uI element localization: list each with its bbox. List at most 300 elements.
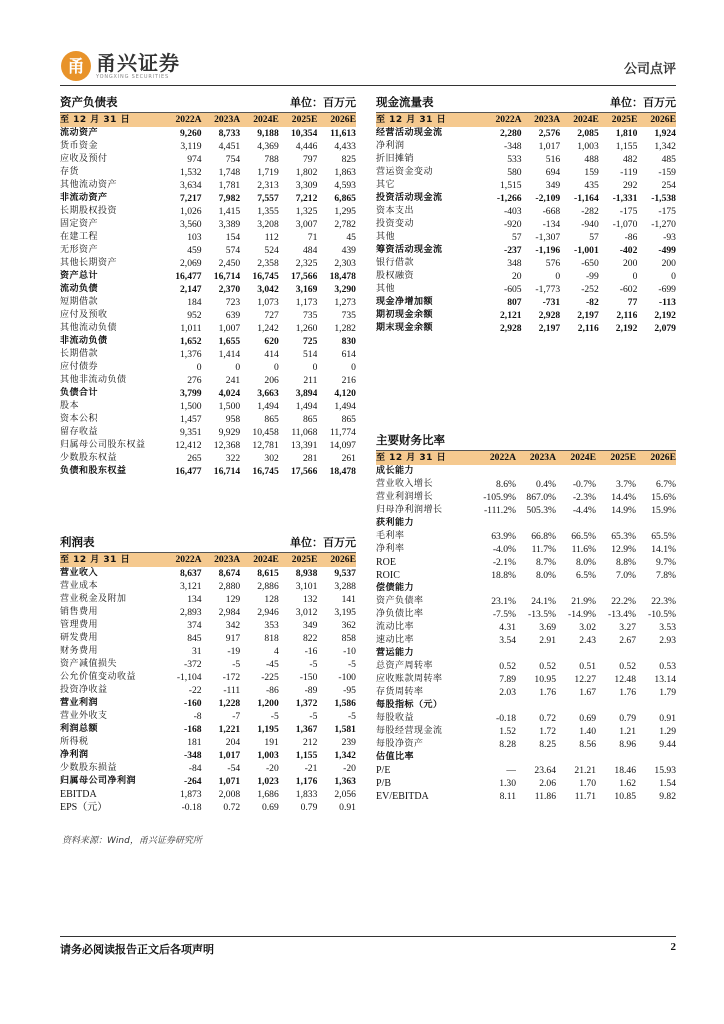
cell-value: -348 (504, 141, 522, 152)
row-label: 在建工程 (60, 232, 99, 242)
cell-value: 4 (273, 646, 279, 657)
cell-value: 807 (507, 297, 522, 308)
table-row (376, 322, 676, 335)
cell-value: 1,355 (257, 206, 279, 217)
cell-value: 7.8% (656, 570, 676, 581)
cell-value: 276 (187, 375, 202, 386)
cell-value (516, 699, 556, 712)
cell-value: 103 (187, 232, 202, 243)
cell-value: 342 (225, 620, 241, 631)
cell-value: 16,714 (213, 271, 241, 282)
cell-value: 181 (187, 737, 202, 748)
cell-value: 241 (225, 375, 241, 386)
section-header-row (376, 751, 676, 764)
cell-value: 2,280 (500, 128, 522, 139)
cell-value: 2,197 (577, 310, 599, 321)
cell-value: 16,477 (175, 271, 202, 282)
cell-value: 15.93 (654, 765, 676, 776)
table-row (376, 192, 676, 205)
cell-value: 8.0% (576, 557, 596, 568)
cell-value: -225 (261, 672, 279, 683)
cell-value (516, 751, 556, 764)
balance-sheet-unit: 单位：百万元 (290, 96, 356, 109)
cell-value: 1,260 (295, 323, 318, 334)
cell-value: 1.21 (619, 726, 636, 737)
cell-value: -5 (347, 711, 356, 722)
row-label: 股权融资 (376, 271, 415, 281)
cell-value (476, 582, 516, 595)
column-header-year: 2026E (330, 554, 356, 565)
table-row (60, 426, 356, 439)
table-row (376, 621, 676, 634)
table-row (60, 335, 356, 348)
cell-value: 1,652 (180, 336, 202, 347)
cell-value: 0.91 (339, 802, 356, 813)
table-row (60, 270, 356, 283)
cell-value: 2,928 (538, 310, 561, 321)
cell-value: 21.9% (571, 596, 596, 607)
cell-value (596, 647, 636, 660)
table-row (60, 140, 356, 153)
row-label: 总资产周转率 (376, 661, 434, 671)
cell-value: -54 (227, 763, 241, 774)
cell-value: -22 (188, 685, 202, 696)
row-label: 负债合计 (60, 388, 99, 398)
cell-value (476, 517, 516, 530)
table-row (376, 673, 676, 686)
column-header-year: 2025E (610, 452, 636, 463)
cell-value: 65.5% (651, 531, 676, 542)
cell-value: -5 (232, 659, 241, 670)
cell-value: 7,212 (295, 193, 318, 204)
cell-value: 362 (341, 620, 356, 631)
cell-value: 0.51 (579, 661, 596, 672)
cell-value: 216 (341, 375, 356, 386)
cell-value: 204 (225, 737, 241, 748)
cell-value (556, 517, 596, 530)
cell-value: 0 (312, 362, 318, 373)
table-row (60, 179, 356, 192)
cash-flow-table (376, 95, 676, 335)
cell-value: -159 (658, 167, 676, 178)
cell-value (556, 751, 596, 764)
table-row (60, 684, 356, 697)
cell-value: 9.82 (659, 791, 676, 802)
cell-value: -372 (184, 659, 202, 670)
cell-value: 1,781 (218, 180, 241, 191)
table-row (60, 153, 356, 166)
cell-value: 514 (302, 349, 318, 360)
cell-value (596, 582, 636, 595)
cell-value: 4,024 (218, 388, 241, 399)
cell-value: 2,303 (334, 258, 356, 269)
cell-value (476, 465, 516, 478)
table-row (60, 400, 356, 413)
cell-value: 974 (187, 154, 202, 165)
cell-value: 2.06 (539, 778, 556, 789)
cell-value: 2,782 (334, 219, 356, 230)
cell-value: -20 (343, 763, 356, 774)
row-label: 留存收益 (60, 427, 99, 437)
cell-value: 1.62 (619, 778, 636, 789)
cell-value: 1,415 (218, 206, 241, 217)
cell-value: 159 (584, 167, 599, 178)
cell-value: 302 (264, 453, 279, 464)
row-label: 投资活动现金流 (376, 193, 443, 203)
column-header-year: 2022A (175, 114, 202, 125)
cell-value: -4.4% (572, 505, 596, 516)
cell-value: -7 (232, 711, 241, 722)
cell-value: 18.46 (614, 765, 636, 776)
cell-value: 1,325 (295, 206, 318, 217)
cell-value: 23.1% (491, 596, 516, 607)
cell-value: -1,270 (651, 219, 676, 230)
row-label: 资产减值损失 (60, 659, 118, 669)
cell-value: 7.0% (616, 570, 636, 581)
cell-value: 1,228 (218, 698, 241, 709)
cell-value: -111 (223, 685, 241, 696)
cell-value: 322 (225, 453, 241, 464)
cell-value: 11.7% (531, 544, 556, 555)
table-row (376, 283, 676, 296)
cell-value: 3,290 (334, 284, 356, 295)
table-row (60, 166, 356, 179)
cell-value: 14.9% (611, 505, 636, 516)
table-row (60, 205, 356, 218)
cell-value: 8.0% (536, 570, 556, 581)
cell-value: 22.3% (651, 596, 676, 607)
company-name-cn: 甬兴证券 (96, 51, 180, 75)
cell-value: 1.67 (579, 687, 596, 698)
column-header-year: 2022A (175, 554, 202, 565)
cell-value: 8,637 (180, 568, 202, 579)
row-label: 营业收入 (60, 568, 99, 578)
cell-value: -10 (343, 646, 356, 657)
cell-value (596, 517, 636, 530)
row-label: 其它 (376, 180, 396, 190)
cell-value: 1,515 (500, 180, 522, 191)
cell-value: 1.54 (659, 778, 676, 789)
cell-value (556, 582, 596, 595)
column-header-year: 2024E (253, 114, 279, 125)
cell-value: 348 (507, 258, 522, 269)
cell-value: 0 (555, 271, 561, 282)
row-label: 长期股权投资 (60, 206, 118, 216)
financial-ratios-title: 主要财务比率 (376, 433, 445, 447)
column-header-year: 2026E (330, 114, 356, 125)
income-statement-table (60, 535, 356, 814)
row-label: 研发费用 (60, 633, 99, 643)
cell-value: 414 (264, 349, 279, 360)
cell-value: 6.5% (576, 570, 596, 581)
cell-value: -13.5% (528, 609, 556, 620)
cell-value: 735 (341, 310, 356, 321)
cell-value: 71 (307, 232, 318, 243)
cell-value: -16 (304, 646, 318, 657)
table-row (60, 439, 356, 452)
cell-value: 4,369 (257, 141, 279, 152)
row-label: 所得税 (60, 737, 89, 747)
row-label: 投资变动 (376, 219, 415, 229)
cell-value: 9,929 (218, 427, 241, 438)
cell-value: -19 (227, 646, 241, 657)
cell-value: 9,260 (180, 128, 202, 139)
row-label: 营业成本 (60, 581, 99, 591)
cell-value: 1.79 (659, 687, 676, 698)
cell-value: 8,615 (257, 568, 279, 579)
row-label: 获利能力 (376, 518, 415, 528)
cell-value: 292 (622, 180, 638, 191)
row-label: EV/EBITDA (376, 791, 429, 802)
row-label: 每股指标（元） (376, 700, 443, 710)
cell-value (516, 582, 556, 595)
section-header-row (376, 465, 676, 478)
table-row (60, 801, 356, 814)
cell-value: 57 (589, 232, 599, 243)
cell-value: 822 (302, 633, 318, 644)
cell-value: 265 (187, 453, 202, 464)
cell-value: 3,119 (180, 141, 202, 152)
table-row (60, 762, 356, 775)
row-label: 净利润 (60, 750, 89, 760)
cell-value: 4.31 (499, 622, 516, 633)
cell-value: 23.64 (534, 765, 556, 776)
cell-value: 725 (302, 336, 318, 347)
cell-value: 825 (341, 154, 356, 165)
row-label: 营运资金变动 (376, 167, 434, 177)
cell-value: -21 (304, 763, 318, 774)
cell-value: 239 (341, 737, 356, 748)
table-row (376, 179, 676, 192)
table-row (60, 465, 356, 478)
cell-value: -160 (184, 698, 202, 709)
cell-value: 0.52 (499, 661, 516, 672)
cell-value: 8.11 (499, 791, 516, 802)
cell-value: 3.02 (579, 622, 596, 633)
table-row (60, 309, 356, 322)
cell-value: 45 (346, 232, 356, 243)
table-row (60, 231, 356, 244)
cell-value: 1,748 (218, 167, 241, 178)
cell-value: 2.93 (659, 635, 676, 646)
cell-value: 0 (273, 362, 279, 373)
cell-value: 206 (264, 375, 279, 386)
cell-value: 1.76 (539, 687, 556, 698)
table-row (60, 619, 356, 632)
cell-value: -89 (304, 685, 318, 696)
row-label: 应付及预收 (60, 310, 108, 320)
cell-value: -605 (504, 284, 522, 295)
cell-value: -940 (581, 219, 599, 230)
cell-value: 4,451 (218, 141, 241, 152)
cell-value: 1,363 (334, 776, 356, 787)
cell-value: 1,155 (615, 141, 638, 152)
cell-value (556, 465, 596, 478)
table-row (60, 606, 356, 619)
row-label: 经营活动现金流 (376, 128, 443, 138)
cell-value: -86 (265, 685, 279, 696)
table-row (60, 374, 356, 387)
row-label: EPS（元） (60, 802, 108, 813)
row-label: 净负债比率 (376, 609, 424, 619)
cell-value: -0.7% (572, 479, 596, 490)
cell-value: -1,001 (574, 245, 599, 256)
cell-value: 128 (264, 594, 279, 605)
cell-value: 3.69 (539, 622, 556, 633)
row-label: 流动负债 (60, 284, 99, 294)
cell-value: 2.67 (619, 635, 636, 646)
cell-value: 1,221 (218, 724, 241, 735)
column-header-label: 至 12 月 31 日 (60, 555, 131, 565)
cell-value: 8.96 (619, 739, 636, 750)
cell-value: 0.72 (223, 802, 241, 813)
cell-value (596, 751, 636, 764)
cell-value: 2,893 (180, 607, 202, 618)
row-label: 长期借款 (60, 349, 99, 359)
cell-value: -1,104 (176, 672, 202, 683)
cell-value: -105.9% (483, 492, 516, 503)
cell-value: 57 (512, 232, 522, 243)
cell-value: -731 (542, 297, 561, 308)
row-label: 负债和股东权益 (60, 466, 127, 476)
table-row (376, 556, 676, 569)
cell-value: 1,342 (334, 750, 356, 761)
cell-value: 1,342 (654, 141, 676, 152)
cell-value: 2,984 (218, 607, 241, 618)
cell-value: 2,880 (218, 581, 241, 592)
row-label: 非流动资产 (60, 193, 108, 203)
cell-value: 9,188 (257, 128, 279, 139)
cell-value: 4,120 (334, 388, 356, 399)
table-row (376, 725, 676, 738)
cell-value: -168 (184, 724, 202, 735)
table-header-row (60, 113, 356, 127)
column-header-year: 2023A (214, 554, 241, 565)
row-label: 每股经营现金流 (376, 726, 443, 736)
table-row (60, 296, 356, 309)
cell-value: -1,196 (535, 245, 561, 256)
cell-value: 1,494 (334, 401, 356, 412)
cell-value: 3.53 (659, 622, 676, 633)
cell-value: -99 (585, 271, 599, 282)
column-header-label: 至 12 月 31 日 (60, 115, 131, 125)
cell-value: 2.43 (579, 635, 596, 646)
cell-value: 2,069 (180, 258, 202, 269)
cell-value: -10.5% (648, 609, 676, 620)
cell-value (636, 647, 676, 660)
row-label: 其他 (376, 284, 396, 294)
cell-value: 7,557 (257, 193, 279, 204)
row-label: 存货 (60, 167, 80, 177)
cell-value: -150 (299, 672, 318, 683)
cell-value: 1,655 (218, 336, 241, 347)
table-row (60, 775, 356, 788)
table-row (60, 658, 356, 671)
cell-value: 1,242 (257, 323, 279, 334)
cell-value: -119 (620, 167, 638, 178)
cell-value: 8.7% (536, 557, 556, 568)
row-label: 管理费用 (60, 620, 99, 630)
cell-value: 788 (264, 154, 279, 165)
cell-value: 12.27 (574, 674, 596, 685)
cell-value: -5 (309, 711, 318, 722)
row-label: 其他非流动负债 (60, 375, 127, 385)
cell-value: -1,331 (612, 193, 638, 204)
table-row (376, 257, 676, 270)
cell-value: 0.52 (539, 661, 556, 672)
cell-value: 1,719 (257, 167, 279, 178)
cell-value: -264 (184, 776, 202, 787)
cell-value: -1,307 (535, 232, 561, 243)
row-label: 折旧摊销 (376, 154, 415, 164)
cell-value: 0.69 (579, 713, 596, 724)
cell-value: 141 (341, 594, 356, 605)
table-row (60, 413, 356, 426)
cell-value: 1,532 (180, 167, 202, 178)
cell-value: 1,282 (334, 323, 356, 334)
cell-value: 3,309 (295, 180, 318, 191)
cell-value: 353 (264, 620, 279, 631)
yongxing-logo-icon (60, 50, 92, 82)
table-header-row (376, 113, 676, 127)
table-row (376, 530, 676, 543)
column-header-year: 2025E (291, 114, 318, 125)
cell-value: 212 (302, 737, 318, 748)
cell-value: 14.4% (611, 492, 636, 503)
row-label: 财务费用 (60, 646, 99, 656)
table-row (376, 504, 676, 517)
column-header-year: 2025E (611, 114, 638, 125)
cell-value: 754 (225, 154, 241, 165)
cell-value (516, 465, 556, 478)
cell-value: 21.21 (574, 765, 596, 776)
cell-value: 12,412 (175, 440, 202, 451)
cell-value: -2,109 (535, 193, 561, 204)
table-row (60, 361, 356, 374)
cell-value: 1.30 (499, 778, 516, 789)
cell-value: 2,886 (257, 581, 279, 592)
cell-value: 254 (661, 180, 676, 191)
cell-value (516, 647, 556, 660)
cash-flow-unit: 单位：百万元 (610, 96, 676, 109)
row-label: 流动比率 (376, 622, 415, 632)
cell-value: 3,389 (218, 219, 241, 230)
cell-value: 2,116 (616, 310, 638, 321)
row-label: 估值比率 (376, 752, 415, 762)
cell-value: 1,173 (295, 297, 318, 308)
cell-value: 3.54 (499, 635, 516, 646)
cell-value: -402 (619, 245, 638, 256)
row-label: 毛利率 (376, 531, 405, 541)
row-label: 应收账款周转率 (376, 674, 443, 684)
row-label: 成长能力 (376, 466, 415, 476)
table-row (376, 127, 676, 140)
cell-value: 2,325 (295, 258, 318, 269)
cell-value (636, 582, 676, 595)
cell-value: 16,745 (252, 271, 279, 282)
column-header-year: 2023A (529, 452, 556, 463)
cell-value: 1,011 (180, 323, 202, 334)
cell-value: 2,079 (654, 323, 676, 334)
table-row (376, 244, 676, 257)
cell-value: -282 (581, 206, 599, 217)
column-header-year: 2026E (650, 114, 676, 125)
cell-value: 830 (341, 336, 356, 347)
table-row (60, 723, 356, 736)
cell-value: 524 (264, 245, 279, 256)
cell-value: 2,197 (538, 323, 561, 334)
table-row (60, 749, 356, 762)
